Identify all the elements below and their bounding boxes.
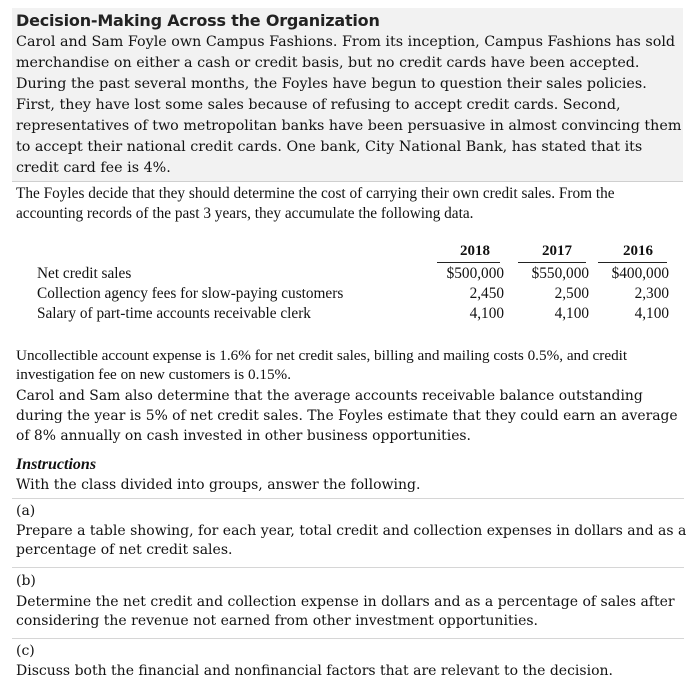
cell-collection-fees-2017: 2,500 (554, 285, 589, 302)
question-c-label: (c) (16, 643, 35, 659)
divider-a (12, 498, 684, 499)
cell-clerk-salary-2018: 4,100 (469, 305, 504, 322)
year-header-2016: 2016 (623, 243, 653, 259)
cell-collection-fees-2016: 2,300 (634, 285, 669, 302)
divider-c (12, 638, 684, 639)
instructions-text: With the class divided into groups, answer the following. (16, 477, 421, 493)
cell-clerk-salary-2017: 4,100 (554, 305, 589, 322)
question-a-label: (a) (16, 503, 36, 519)
question-b-text: Determine the net credit and collection expense in dollars and as a percentage of sales after considering the revenue not earned from other investment opportunities. (16, 594, 675, 629)
year-rule-2017 (518, 262, 586, 263)
question-c-text: Discuss both the financial and nonfinancial factors that are relevant to the decision. (16, 663, 613, 679)
credit-data-table (0, 0, 694, 340)
year-rule-2018 (437, 262, 500, 263)
section-title: Decision-Making Across the Organization (16, 11, 380, 30)
cell-net-credit-sales-2016: $400,000 (611, 265, 669, 282)
year-header-2017: 2017 (542, 243, 572, 259)
intro-paragraph: Carol and Sam Foyle own Campus Fashions. From its inception, Campus Fashions has sold merchandise on either a cash or credit basis, but no credit cards have been accepted. During the past several months, the Foyles have begun to question their sales policies. First, they have lost some sales because of refusing to accept credit cards. Second, representatives of two metropolitan banks have been persuasive in almost convincing them to accept their national credit cards. One bank, City National Bank, has stated that its credit card fee is 4%. (16, 34, 682, 176)
divider-b (12, 567, 684, 568)
cell-net-credit-sales-2018: $500,000 (446, 265, 504, 282)
cell-clerk-salary-2016: 4,100 (634, 305, 669, 322)
row-label-net-credit-sales: Net credit sales (37, 265, 132, 282)
question-b-label: (b) (16, 573, 36, 589)
row-label-clerk-salary: Salary of part-time accounts receivable clerk (37, 305, 311, 322)
foyles-paragraph: The Foyles decide that they should determine the cost of carrying their own credit sales. From the accounting records of the past 3 years, they accumulate the following data. (16, 185, 615, 222)
year-rule-2016 (598, 262, 667, 263)
question-a-text: Prepare a table showing, for each year, total credit and collection expenses in dollars and as a percentage of net credit sales. (16, 523, 687, 558)
uncollectible-paragraph: Uncollectible account expense is 1.6% for net credit sales, billing and mailing costs 0.5%, and credit investigation fee on new customers is 0.15%. (16, 347, 628, 383)
instructions-heading: Instructions (16, 456, 97, 473)
cell-collection-fees-2018: 2,450 (469, 285, 504, 302)
year-header-2018: 2018 (460, 243, 490, 259)
cell-net-credit-sales-2017: $550,000 (531, 265, 589, 282)
row-label-collection-fees: Collection agency fees for slow-paying customers (37, 285, 344, 302)
receivable-paragraph: Carol and Sam also determine that the average accounts receivable balance outstanding during the year is 5% of net credit sales. The Foyles estimate that they could earn an average of 8% annually on cash invested in other business opportunities. (16, 388, 678, 444)
